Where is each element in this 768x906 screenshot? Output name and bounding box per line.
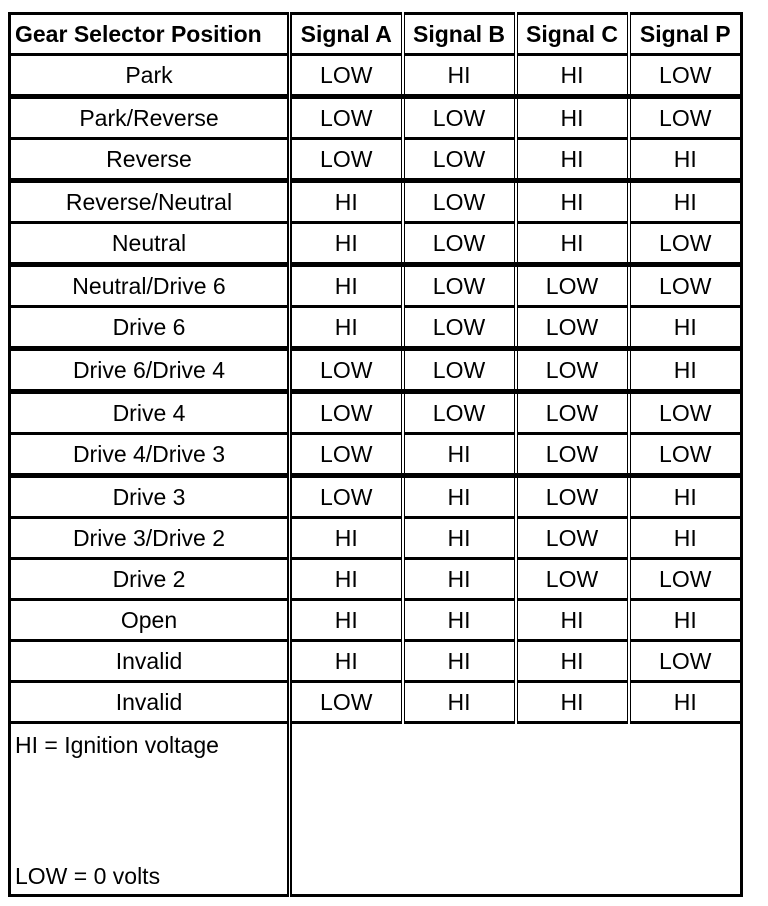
signal-c-cell: HI [516,641,629,682]
signal-c-cell: LOW [516,265,629,307]
gear-position-cell: Drive 6 [10,307,290,349]
signal-b-cell: LOW [403,97,516,139]
signal-b-cell: HI [403,434,516,476]
gear-position-cell: Park [10,55,290,97]
table-row [10,559,742,600]
table-row [10,434,742,476]
signal-c-cell: LOW [516,434,629,476]
header-row [10,14,742,55]
legend-hi-text: HI = Ignition voltage [15,732,219,758]
table-row [10,600,742,641]
legend-low-text: LOW = 0 volts [15,863,161,889]
signal-a-cell: LOW [290,55,403,97]
signal-b-cell: LOW [403,349,516,392]
signal-c-cell: HI [516,139,629,181]
empty-legend-area [290,723,742,896]
gear-position-cell: Drive 6/Drive 4 [10,349,290,392]
table-row [10,265,742,307]
signal-c-cell: LOW [516,392,629,434]
signal-b-cell: HI [403,476,516,518]
table-row [10,181,742,223]
table-row [10,476,742,518]
legend-row [10,723,742,896]
gear-position-cell: Drive 3 [10,476,290,518]
table-row [10,97,742,139]
signal-c-cell: HI [516,682,629,723]
gear-position-cell: Neutral/Drive 6 [10,265,290,307]
signal-b-cell: LOW [403,223,516,265]
signal-p-cell: LOW [629,97,742,139]
signal-p-cell: HI [629,518,742,559]
signal-p-cell: HI [629,476,742,518]
signal-a-cell: HI [290,518,403,559]
gear-position-cell: Park/Reverse [10,97,290,139]
signal-c-cell: LOW [516,307,629,349]
signal-a-cell: LOW [290,434,403,476]
signal-p-cell: LOW [629,265,742,307]
table-row [10,223,742,265]
signal-a-cell: LOW [290,139,403,181]
table-row [10,518,742,559]
header-signal-b: Signal B [403,14,516,55]
signal-p-cell: LOW [629,223,742,265]
signal-c-cell: HI [516,223,629,265]
gear-position-cell: Drive 4/Drive 3 [10,434,290,476]
signal-p-cell: LOW [629,641,742,682]
signal-b-cell: HI [403,559,516,600]
signal-p-cell: HI [629,349,742,392]
gear-position-cell: Neutral [10,223,290,265]
signal-p-cell: LOW [629,559,742,600]
signal-p-cell: HI [629,600,742,641]
signal-b-cell: HI [403,55,516,97]
table-row [10,682,742,723]
signal-c-cell: HI [516,55,629,97]
signal-p-cell: HI [629,307,742,349]
gear-signal-table [8,12,743,897]
gear-position-cell: Invalid [10,682,290,723]
gear-position-cell: Drive 2 [10,559,290,600]
signal-a-cell: HI [290,265,403,307]
legend-cell [10,723,290,896]
signal-a-cell: LOW [290,392,403,434]
signal-a-cell: HI [290,181,403,223]
table-row [10,139,742,181]
signal-a-cell: HI [290,600,403,641]
gear-position-cell: Reverse [10,139,290,181]
signal-a-cell: HI [290,559,403,600]
signal-c-cell: LOW [516,476,629,518]
signal-b-cell: LOW [403,139,516,181]
signal-c-cell: HI [516,600,629,641]
gear-position-cell: Invalid [10,641,290,682]
signal-c-cell: LOW [516,559,629,600]
gear-position-cell: Drive 3/Drive 2 [10,518,290,559]
signal-b-cell: LOW [403,307,516,349]
signal-c-cell: LOW [516,518,629,559]
signal-b-cell: LOW [403,392,516,434]
signal-p-cell: LOW [629,392,742,434]
header-gear-selector-position: Gear Selector Position [10,14,290,55]
signal-p-cell: HI [629,682,742,723]
gear-position-cell: Drive 4 [10,392,290,434]
header-signal-c: Signal C [516,14,629,55]
table-row [10,307,742,349]
signal-p-cell: HI [629,139,742,181]
header-signal-a: Signal A [290,14,403,55]
signal-a-cell: LOW [290,97,403,139]
table-row [10,349,742,392]
signal-b-cell: LOW [403,265,516,307]
signal-a-cell: LOW [290,349,403,392]
signal-a-cell: HI [290,307,403,349]
signal-b-cell: HI [403,641,516,682]
table-body [10,14,742,896]
table-row [10,641,742,682]
signal-a-cell: HI [290,641,403,682]
signal-c-cell: LOW [516,349,629,392]
table-row [10,392,742,434]
signal-b-cell: LOW [403,181,516,223]
signal-a-cell: HI [290,223,403,265]
signal-a-cell: LOW [290,682,403,723]
signal-b-cell: HI [403,600,516,641]
gear-position-cell: Open [10,600,290,641]
header-signal-p: Signal P [629,14,742,55]
signal-p-cell: HI [629,181,742,223]
signal-a-cell: LOW [290,476,403,518]
gear-position-cell: Reverse/Neutral [10,181,290,223]
signal-b-cell: HI [403,518,516,559]
signal-c-cell: HI [516,97,629,139]
signal-p-cell: LOW [629,434,742,476]
signal-c-cell: HI [516,181,629,223]
table-row [10,55,742,97]
signal-p-cell: LOW [629,55,742,97]
signal-b-cell: HI [403,682,516,723]
